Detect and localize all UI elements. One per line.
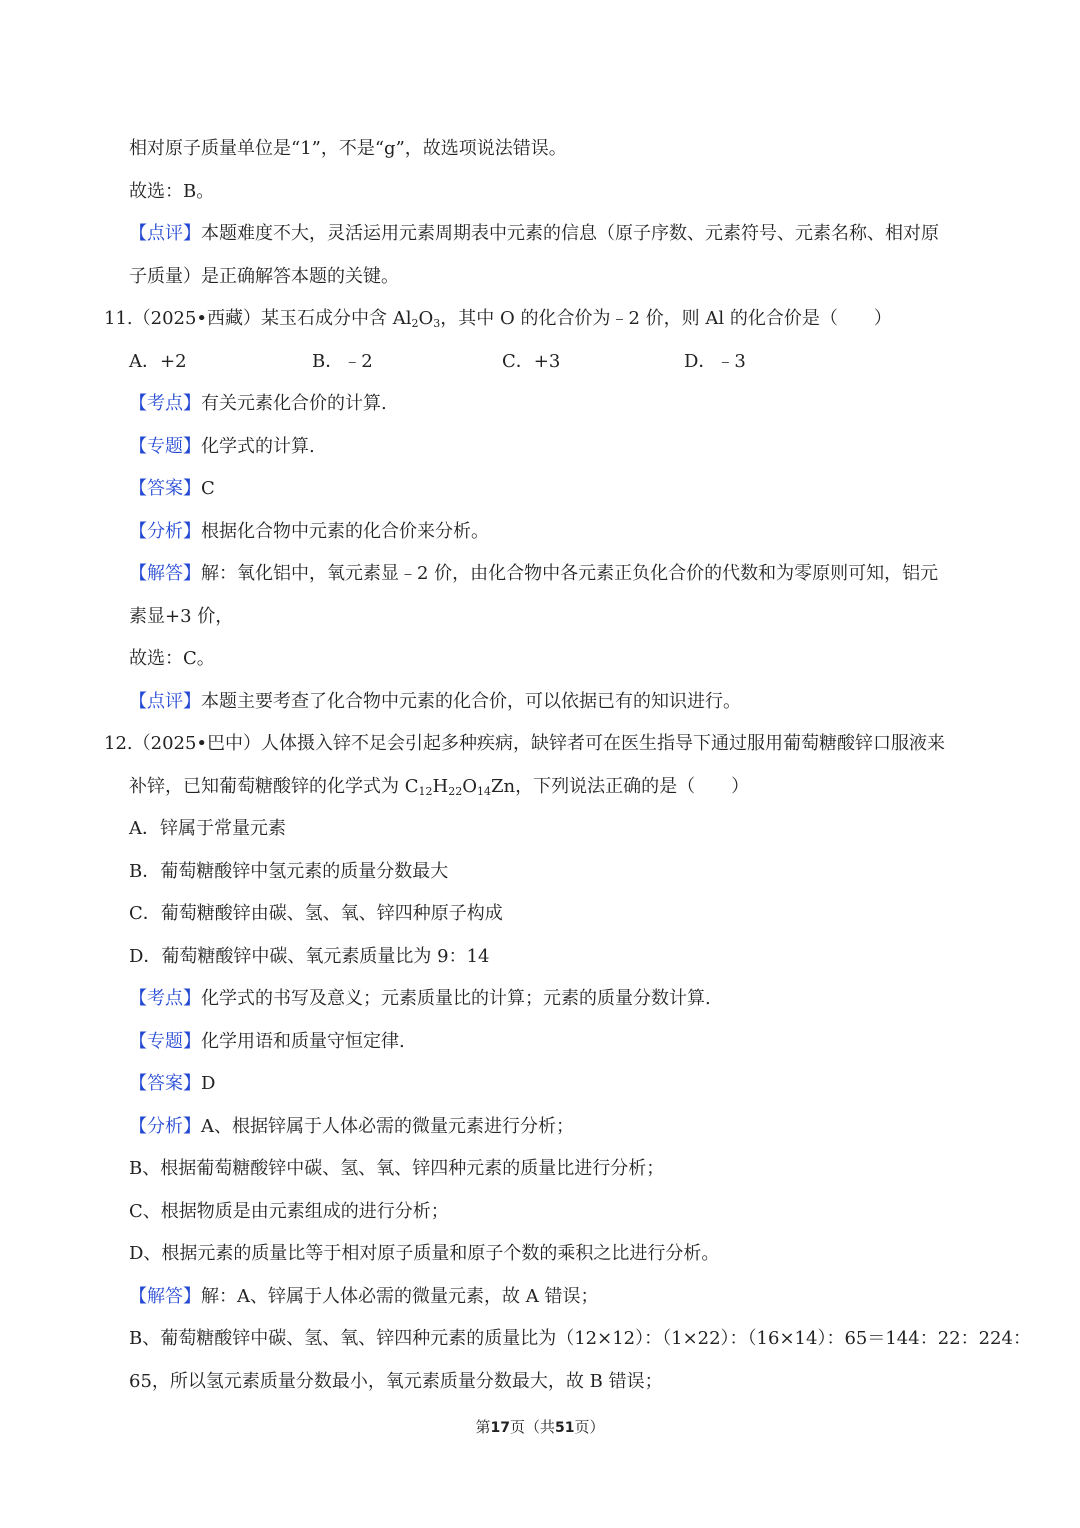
text-segment: 65，所以氢元素质量分数最小，氧元素质量分数最大，故 B 错误； — [129, 1370, 663, 1392]
subscript: 12 — [418, 784, 433, 798]
section-label: 【解答】 — [129, 563, 201, 584]
text-line — [0, 1276, 1080, 1319]
section-label: 【专题】 — [129, 1030, 201, 1052]
question-stem-line — [0, 723, 1080, 766]
section-label: 【分析】 — [129, 1115, 201, 1137]
text-segment: 补锌，已知葡萄糖酸锌的化学式为 C — [129, 775, 419, 797]
text-line — [0, 511, 1080, 554]
text-segment: 故选：C。 — [129, 648, 215, 669]
current-page: 17 — [490, 1420, 510, 1436]
subscript: 14 — [476, 784, 491, 798]
text-segment: Zn，下列说法正确的是（ ） — [490, 775, 750, 797]
option-b: B．﹣2 — [312, 350, 373, 372]
text-segment: 化学式的计算. — [201, 435, 315, 457]
text-segment: 相对原子质量单位是“1”，不是“g”，故选项说法错误。 — [129, 138, 567, 159]
text-segment: D、根据元素的质量比等于相对原子质量和原子个数的乘积之比进行分析。 — [129, 1243, 720, 1264]
text-line — [0, 851, 1080, 894]
text-segment: 素显+3 价， — [129, 605, 234, 627]
footer-prefix: 第 — [475, 1418, 491, 1436]
section-label: 【专题】 — [129, 435, 201, 457]
section-label: 【考点】 — [129, 988, 201, 1009]
text-segment: O — [462, 775, 477, 797]
text-line — [0, 978, 1080, 1021]
total-pages: 51 — [555, 1420, 575, 1436]
text-segment: B．葡萄糖酸锌中氢元素的质量分数最大 — [129, 860, 449, 882]
option-c: C．+3 — [502, 350, 561, 372]
text-line — [0, 638, 1080, 681]
text-line — [0, 596, 1080, 639]
text-segment: 本题主要考查了化合物中元素的化合价，可以依据已有的知识进行。 — [201, 690, 741, 712]
section-label: 【解答】 — [129, 1285, 201, 1307]
text-line — [0, 1233, 1080, 1276]
text-segment: 解：A、锌属于人体必需的微量元素，故 A 错误； — [201, 1285, 599, 1307]
text-line — [0, 171, 1080, 214]
text-line — [0, 1318, 1080, 1361]
text-line — [0, 1106, 1080, 1149]
text-segment: 故选：B。 — [129, 180, 215, 202]
text-segment: C — [201, 478, 215, 499]
text-segment: 本题难度不大，灵活运用元素周期表中元素的信息（原子序数、元素符号、元素名称、相对原 — [201, 223, 939, 244]
text-segment: 有关元素化合价的计算. — [201, 393, 387, 414]
text-line — [0, 383, 1080, 426]
text-line — [0, 1361, 1080, 1404]
footer-suffix: 页） — [574, 1418, 605, 1436]
text-line — [0, 468, 1080, 511]
text-line — [0, 1063, 1080, 1106]
option-a: A．+2 — [129, 350, 187, 372]
section-label: 【答案】 — [129, 1073, 201, 1094]
text-segment: 根据化合物中元素的化合价来分析。 — [201, 520, 489, 542]
text-line — [0, 808, 1080, 851]
subscript: 22 — [448, 784, 463, 798]
text-segment: H — [432, 775, 449, 797]
text-segment: B、葡萄糖酸锌中碳、氢、氧、锌四种元素的质量比为（12×12）：（1×22）：（16×14）：65＝144：22：224： — [129, 1328, 1031, 1349]
text-line — [0, 936, 1080, 979]
text-line — [0, 681, 1080, 724]
text-line — [0, 213, 1080, 256]
text-segment: D — [201, 1073, 216, 1094]
section-label: 【考点】 — [129, 393, 201, 414]
page-footer — [0, 1416, 1080, 1437]
section-label: 【答案】 — [129, 478, 201, 499]
text-segment: A．锌属于常量元素 — [129, 818, 286, 839]
footer-middle: 页（共 — [509, 1418, 555, 1436]
text-segment: A、根据锌属于人体必需的微量元素进行分析； — [201, 1115, 574, 1137]
text-segment: C．葡萄糖酸锌由碳、氢、氧、锌四种原子构成 — [129, 903, 503, 924]
text-segment: 化学式的书写及意义；元素质量比的计算；元素的质量分数计算. — [201, 988, 711, 1009]
text-line — [0, 553, 1080, 596]
options-line — [0, 341, 1080, 384]
text-line — [0, 426, 1080, 469]
question-stem-line — [0, 298, 1080, 341]
subscript: 2 — [411, 317, 419, 330]
text-segment: O — [418, 308, 434, 329]
text-line — [0, 1148, 1080, 1191]
subscript: 3 — [433, 317, 441, 330]
text-segment: 11.（2025•西藏）某玉石成分中含 Al — [104, 308, 412, 329]
section-label: 【分析】 — [129, 520, 201, 542]
text-line — [0, 766, 1080, 809]
section-label: 【点评】 — [129, 690, 201, 712]
document-body — [0, 128, 1080, 1403]
text-segment: 子质量）是正确解答本题的关键。 — [129, 265, 399, 287]
text-segment: 化学用语和质量守恒定律. — [201, 1030, 405, 1052]
text-line — [0, 1021, 1080, 1064]
text-segment: ，其中 O 的化合价为﹣2 价，则 Al 的化合价是（ ） — [440, 308, 892, 329]
text-line — [0, 128, 1080, 171]
option-d: D．﹣3 — [684, 350, 746, 372]
text-segment: B、根据葡萄糖酸锌中碳、氢、氧、锌四种元素的质量比进行分析； — [129, 1158, 665, 1179]
text-segment: C、根据物质是由元素组成的进行分析； — [129, 1200, 449, 1222]
text-line — [0, 256, 1080, 299]
text-segment: 12.（2025•巴中）人体摄入锌不足会引起多种疾病，缺锌者可在医生指导下通过服用葡萄糖酸锌口服液来 — [104, 733, 946, 754]
text-segment: 解：氧化铝中，氧元素显﹣2 价，由化合物中各元素正负化合价的代数和为零原则可知，铝元 — [201, 563, 939, 584]
text-line — [0, 893, 1080, 936]
text-segment: D．葡萄糖酸锌中碳、氧元素质量比为 9：14 — [129, 945, 490, 967]
text-line — [0, 1191, 1080, 1234]
section-label: 【点评】 — [129, 223, 201, 244]
